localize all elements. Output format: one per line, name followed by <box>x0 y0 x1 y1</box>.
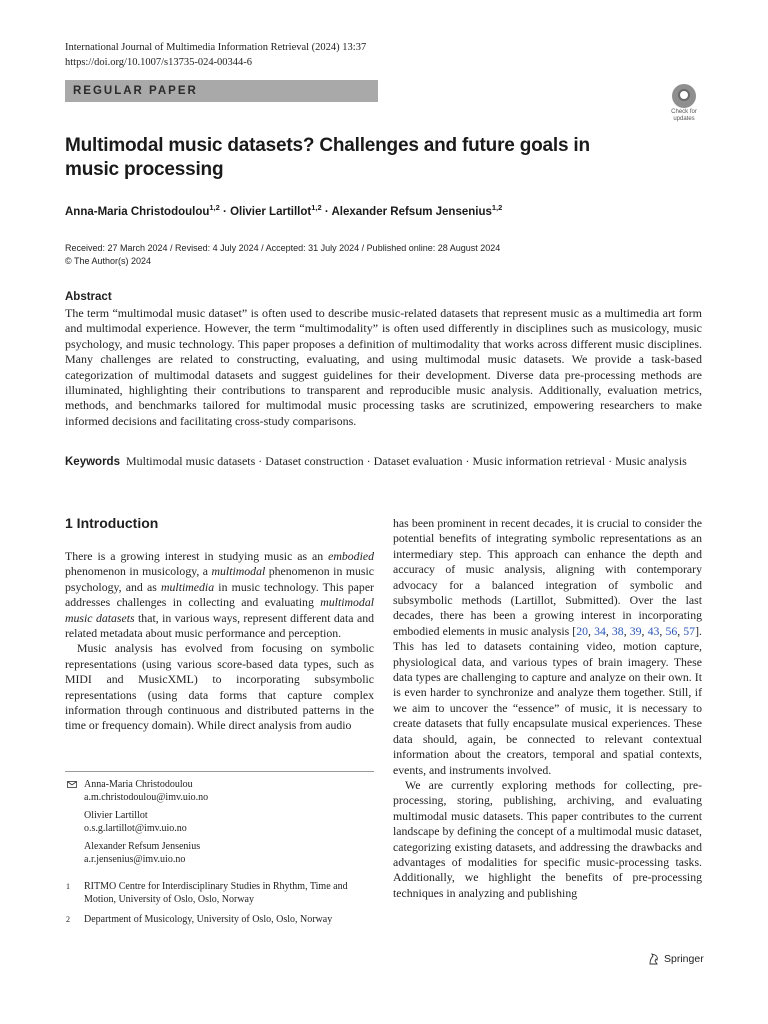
paper-title: Multimodal music datasets? Challenges and future goals in music processing <box>65 135 590 180</box>
article-type-band: REGULAR PAPER <box>65 80 378 102</box>
affiliation-number: 1 <box>66 882 70 891</box>
author-name[interactable]: Olivier Lartillot <box>230 205 312 218</box>
author-affiliation: 1,2 <box>311 203 322 212</box>
envelope-icon <box>67 781 77 788</box>
author-list <box>65 203 502 218</box>
paragraph: There is a growing interest in studying music as an embodied phenomenon in musicology, a multimodal phenomenon in music psychology, and as multimedia in music technology. This paper addresses challenges in collecting and evaluating multimodal music datasets that, in various ways, represent different data and related metadata about music performance and perception. <box>65 549 374 641</box>
citation-link[interactable]: 38 <box>611 623 624 638</box>
affiliation-number: 2 <box>66 915 70 924</box>
author-separator: · <box>219 205 231 218</box>
keywords-heading: Keywords <box>65 456 120 468</box>
author-affiliation: 1,2 <box>491 203 503 212</box>
citation-link[interactable]: 34 <box>594 623 606 638</box>
author-name[interactable]: Alexander Refsum Jensenius <box>331 205 492 218</box>
journal-header <box>65 40 366 70</box>
footnote-divider <box>65 771 374 772</box>
check-for-updates-badge[interactable] <box>666 84 702 124</box>
doi-link[interactable]: https://doi.org/10.1007/s13735-024-00344-6 <box>65 57 253 68</box>
author-affiliation: 1,2 <box>209 203 220 212</box>
right-column <box>393 516 702 901</box>
springer-horse-icon <box>648 953 660 965</box>
paragraph: We are currently exploring methods for collecting, pre-processing, storing, publishing, archiving, and evaluating multimodal music datasets. This paper contributes to the current landscape by defining the concept of a multimodal music dataset, categorizing existing datasets, and addressing the drawbacks and advantages of modalities for specific music-processing tasks. Additionally, we highlight the benefits of pre-processing techniques in analyzing and publishing <box>393 777 702 900</box>
paragraph: has been prominent in recent decades, it is crucial to consider the potential benefits of integrating symbolic representations as an intermediary step. This approach can enhance the depth and accuracy of music analysis, aligning with contemporary advocacy for a balanced integration of symbolic and subsymbolic methods (Lartillot, Submitted). Over the last decades, there has been a growing interest in incorporating embodied elements in music analysis [20, 34, 38, 39, 43, 56, 57]. This has led to datasets containing video, motion capture, physiological data, and various types of brain imagery. These data types are challenging to capture and analyze on their own. It is even harder to synchronize and analyze them together. Still, if we aim to uncover the “essence” of music, it is necessary to create datasets that fully encapsulate musical experiences. These data should, again, be connected to relevant contextual information about the creators, temporal and spatial contexts, events, and instruments involved. <box>393 516 702 777</box>
abstract-heading: Abstract <box>65 291 112 303</box>
author-separator: · <box>321 205 332 218</box>
contact-name: Olivier Lartillot <box>84 810 148 821</box>
publisher-logo <box>648 953 704 965</box>
author-name[interactable]: Anna-Maria Christodoulou <box>65 205 210 218</box>
citation-link[interactable]: 43 <box>647 623 660 638</box>
affiliation-text: Department of Musicology, University of Oslo, Oslo, Norway <box>84 914 333 925</box>
badge-line-2: updates <box>673 116 695 122</box>
keywords <box>65 454 702 470</box>
citation-link[interactable]: 57 <box>683 623 696 638</box>
copyright-notice: © The Author(s) 2024 <box>65 256 152 266</box>
citation-link[interactable]: 20 <box>576 623 589 638</box>
contact-name: Alexander Refsum Jensenius <box>84 841 201 852</box>
contact-name: Anna-Maria Christodoulou <box>84 779 193 790</box>
abstract-text: The term “multimodal music dataset” is often used to describe music-related datasets that represent music as a multimedia art form and multimodal experience. However, the term “multimodality” is often used differently in disciplines such as musicology, music psychology, and music technology. This paper proposes a definition of multimodality that works across different music disciplines. Many challenges are related to constructing, evaluating, and using multimodal music datasets. We provide a task-based categorization of multimodal datasets and suggest guidelines for their development. Diverse data pre-processing methods are illuminated, highlighting their contributions to transparent and reproducible music analysis. Additionally, evaluation metrics, methods, and benchmarks tailored for multimodal music processing tasks are scrutinized, empowering researchers to make informed decisions and facilitating cross-study comparisons. <box>65 306 702 428</box>
contact-block <box>84 778 374 866</box>
crossmark-icon <box>672 84 696 108</box>
badge-line-1: Check for <box>671 109 697 115</box>
contact-email[interactable]: a.m.christodoulou@imv.uio.no <box>84 792 209 803</box>
publication-dates <box>65 242 500 268</box>
affiliation-text: RITMO Centre for Interdisciplinary Studies in Rhythm, Time and Motion, University of Oslo, Oslo, Norway <box>84 881 348 905</box>
contact-email[interactable]: o.s.g.lartillot@imv.uio.no <box>84 823 187 834</box>
history-dates: Received: 27 March 2024 / Revised: 4 July 2024 / Accepted: 31 July 2024 / Published online: 28 August 2024 <box>65 243 501 253</box>
citation-link[interactable]: 56 <box>665 623 678 638</box>
journal-citation: International Journal of Multimedia Information Retrieval (2024) 13:37 <box>65 42 367 53</box>
section-heading: 1 Introduction <box>65 515 159 531</box>
citation-link[interactable]: 39 <box>629 623 642 638</box>
keywords-text: Multimodal music datasets · Dataset construction · Dataset evaluation · Music information retrieval · Music analysis <box>125 454 687 468</box>
contact-email[interactable]: a.r.jensenius@imv.uio.no <box>84 854 186 865</box>
paragraph: Music analysis has evolved from focusing on symbolic representations (using various score-based data types, such as MIDI and MusicXML) to incorporating subsymbolic representations (using data forms that capture complex information through continuous and distributed patterns in the time or frequency domain). While direct analysis from audio <box>65 641 374 733</box>
publisher-name: Springer <box>664 953 704 965</box>
left-column <box>65 549 374 734</box>
